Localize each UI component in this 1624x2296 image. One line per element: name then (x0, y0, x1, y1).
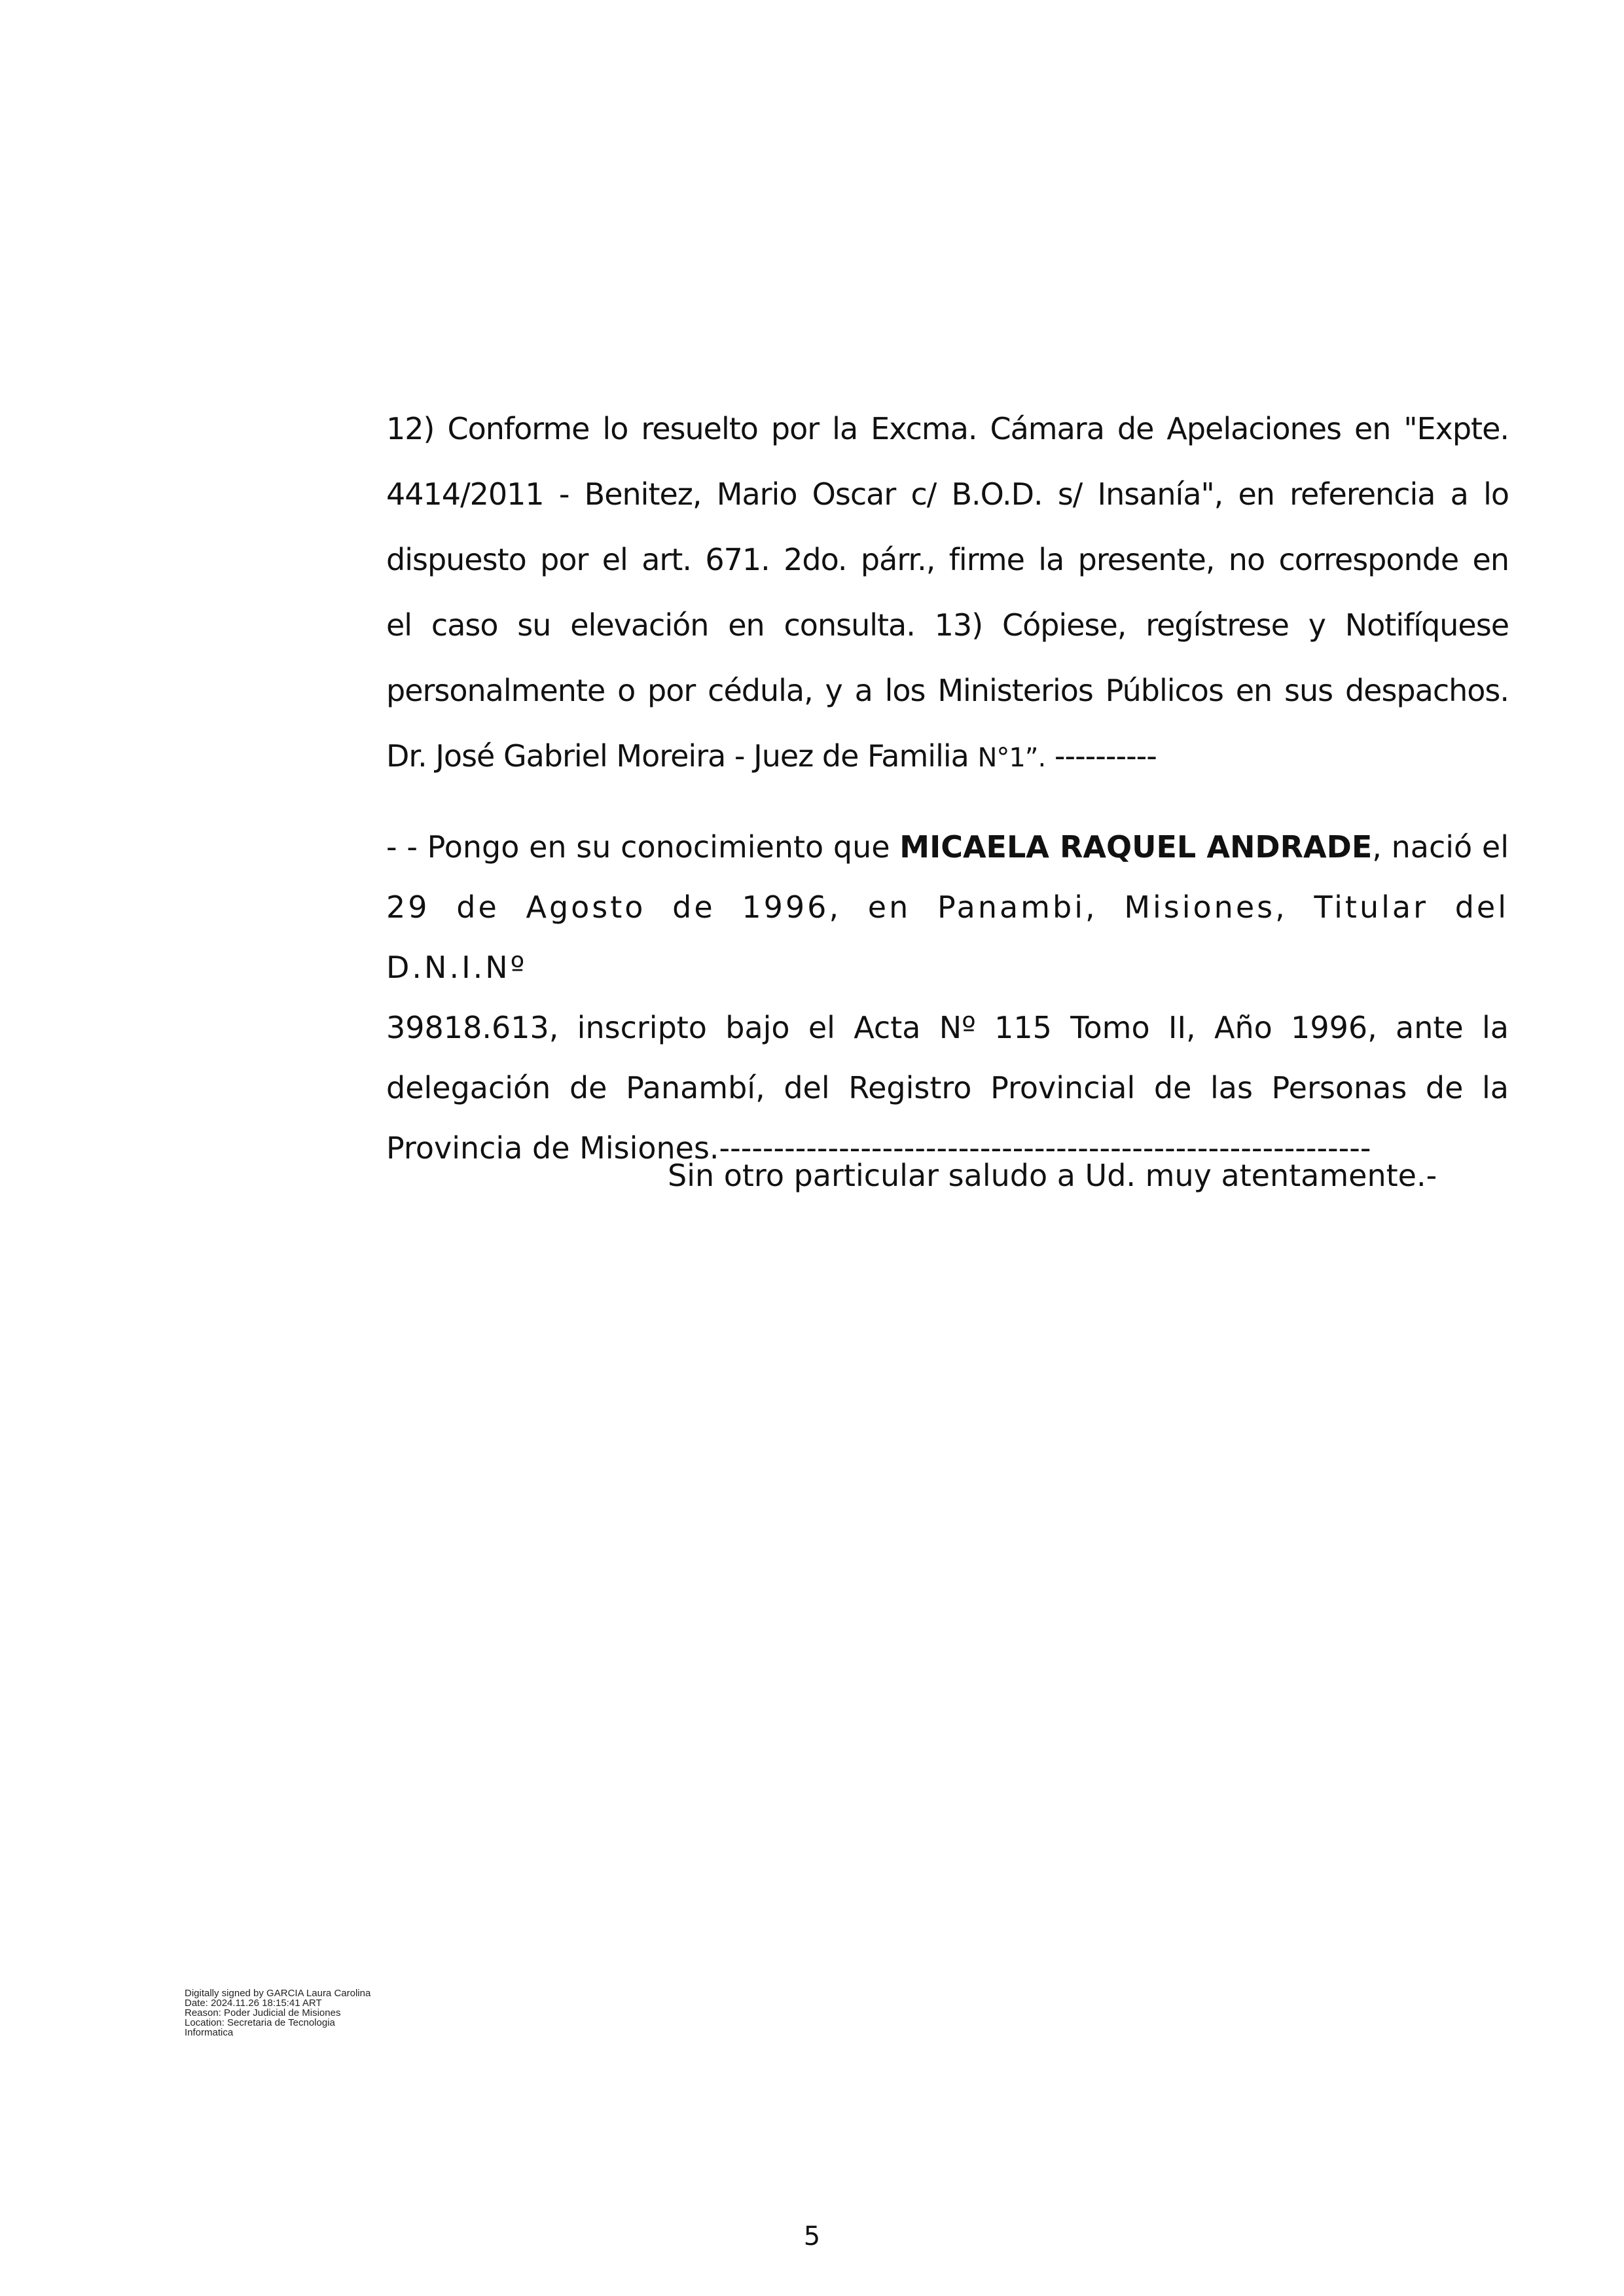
court-number: N°1”. (977, 743, 1046, 773)
text-line: 29 de Agosto de 1996, en Panambi, Misiones, Titular del D.N.I.Nº (386, 889, 1509, 985)
text-line: el caso su elevación en consulta. 13) Cópiese, regístrese y Notifíquese (386, 607, 1509, 643)
person-name: MICAELA RAQUEL ANDRADE (899, 829, 1373, 865)
text-line: dispuesto por el art. 671. 2do. párr., firme la presente, no corresponde en (386, 542, 1509, 577)
intro-text: - - Pongo en su conocimiento que (386, 829, 900, 865)
signature-signer: Digitally signed by GARCIA Laura Carolina (185, 1988, 371, 1999)
text-line: delegación de Panambí, del Registro Provincial de las Personas de la (386, 1070, 1509, 1105)
text-line: 4414/2011 - Benitez, Mario Oscar c/ B.O.D. s/ Insanía", en referencia a lo (386, 476, 1509, 512)
paragraph-notification (386, 817, 1509, 1178)
signature-location-cont: Informatica (185, 2027, 234, 2038)
digital-signature-block (185, 1988, 420, 2037)
birth-text: , nació el (1372, 829, 1509, 865)
judge-name: Dr. José Gabriel Moreira - Juez de Familia (386, 738, 978, 774)
page-number: 5 (803, 2221, 821, 2251)
text-line: 12) Conforme lo resuelto por la Excma. Cámara de Apelaciones en "Expte. (386, 411, 1509, 446)
text-line: personalmente o por cédula, y a los Ministerios Públicos en sus despachos. (386, 673, 1509, 708)
signature-reason: Reason: Poder Judicial de Misiones (185, 2007, 341, 2018)
text-line (386, 817, 1509, 877)
judge-signature-line (386, 723, 1509, 791)
signature-location: Location: Secretaria de Tecnologia (185, 2017, 335, 2028)
paragraph-resolution (386, 396, 1509, 791)
dash-filler: ---------- (1045, 738, 1157, 774)
text-line: 39818.613, inscripto bajo el Acta Nº 115 Tomo II, Año 1996, ante la (386, 1010, 1509, 1045)
text-line: Provincia de Misiones.------------------------------------------------------------ (386, 1130, 1371, 1166)
closing-salutation: Sin otro particular saludo a Ud. muy atentamente.- (668, 1158, 1437, 1193)
signature-date: Date: 2024.11.26 18:15:41 ART (185, 1998, 322, 2009)
